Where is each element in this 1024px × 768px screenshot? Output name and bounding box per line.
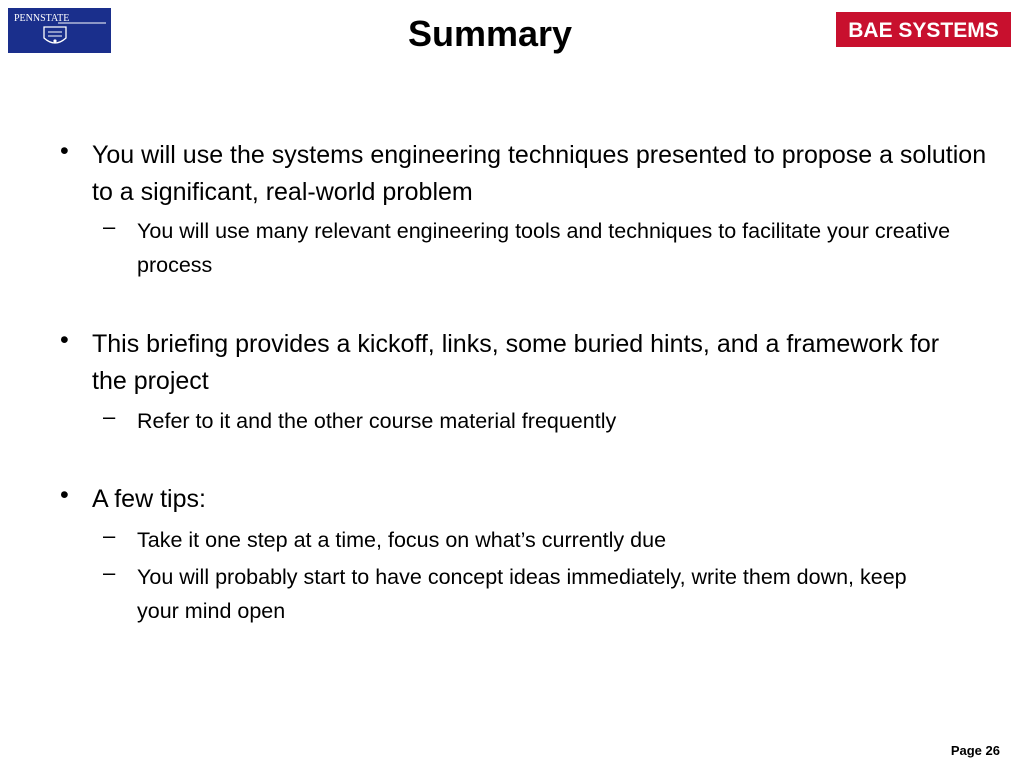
bullet-item bbox=[60, 481, 942, 518]
page-title: Summary bbox=[407, 13, 573, 54]
sub-bullet-text: You will probably start to have concept ideas immediately, write them down, keep your mind open bbox=[137, 565, 907, 623]
sub-bullet-marker: – bbox=[103, 560, 116, 585]
sub-bullet-text: Refer to it and the other course material frequently bbox=[137, 409, 617, 433]
bullet-text: You will use the systems engineering techniques presented to propose a solution to a significant, real-world problem bbox=[92, 141, 987, 206]
sub-bullet-item bbox=[103, 560, 937, 628]
bullet-text: This briefing provides a kickoff, links, some buried hints, and a framework for the project bbox=[92, 330, 940, 395]
svg-text:BAE SYSTEMS: BAE SYSTEMS bbox=[848, 19, 999, 42]
sub-bullet-marker: – bbox=[103, 214, 116, 239]
sub-bullet-text: Take it one step at a time, focus on what’s currently due bbox=[137, 528, 667, 552]
sub-bullet-text: You will use many relevant engineering tools and techniques to facilitate your creative process bbox=[137, 219, 951, 277]
sub-bullet-item bbox=[103, 214, 977, 282]
svg-text:PENNSTATE: PENNSTATE bbox=[14, 13, 70, 24]
bullet-item bbox=[60, 137, 992, 211]
bullet-item bbox=[60, 326, 942, 400]
bullet-marker: • bbox=[60, 326, 69, 354]
bullet-marker: • bbox=[60, 481, 69, 509]
bullet-text: A few tips: bbox=[92, 485, 206, 513]
sub-bullet-item bbox=[103, 404, 977, 438]
sub-bullet-item bbox=[103, 523, 977, 557]
sub-bullet-marker: – bbox=[103, 404, 116, 429]
sub-bullet-marker: – bbox=[103, 523, 116, 548]
page-number: Page 26 bbox=[950, 743, 1000, 758]
bullet-marker: • bbox=[60, 137, 69, 165]
